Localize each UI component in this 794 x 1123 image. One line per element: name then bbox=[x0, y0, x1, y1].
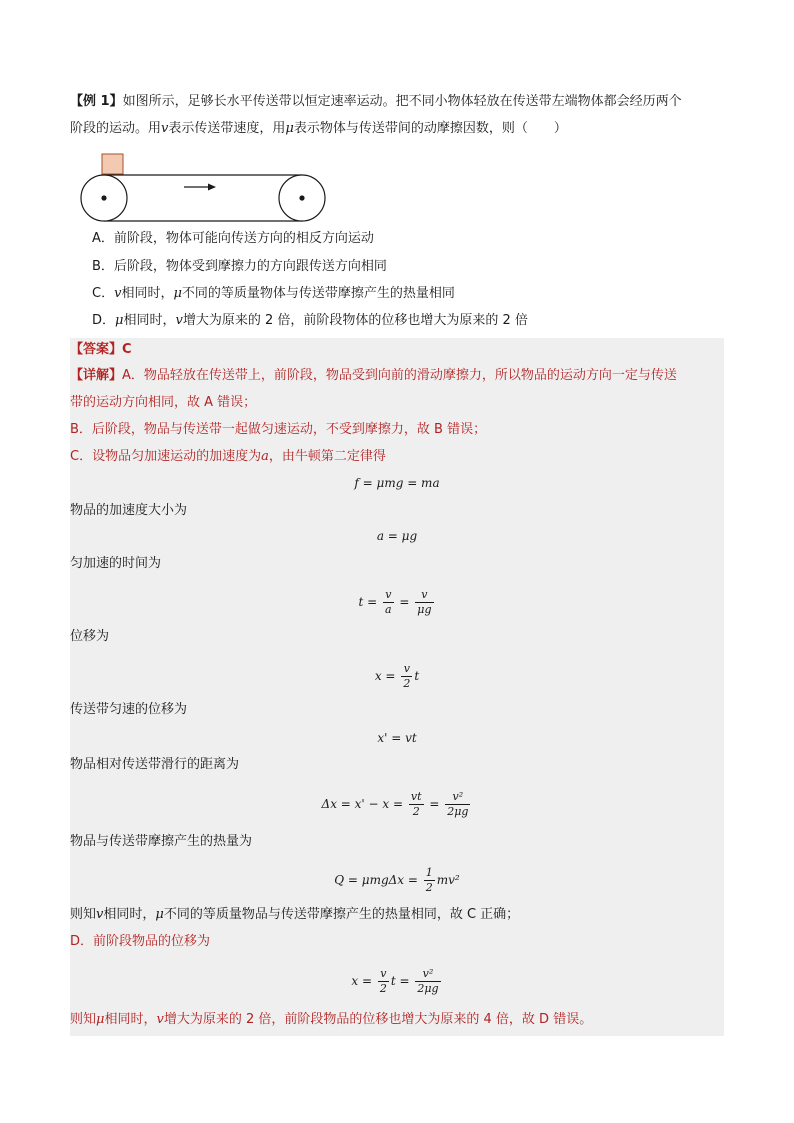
conveyor-belt-diagram bbox=[80, 150, 330, 225]
conclusion-c: 则知v相同时，μ不同的等质量物品与传送带摩擦产生的热量相同，故 C 正确； bbox=[70, 907, 520, 922]
formula-acceleration: a = μg bbox=[376, 529, 418, 543]
detail-d-intro: D．前阶段物品的位移为 bbox=[70, 934, 211, 949]
detail-c-intro: C．设物品匀加速运动的加速度为a，由牛顿第二定律得 bbox=[70, 449, 386, 464]
formula-newton: f = μmg = ma bbox=[354, 476, 440, 490]
question-line-1: 【例 1】如图所示，足够长水平传送带以恒定速率运动。把不同小物体轻放在传送带左端物体都会经历两个 bbox=[70, 94, 682, 109]
text-belt-displacement: 传送带匀速的位移为 bbox=[70, 702, 188, 717]
text-relative-slide: 物品相对传送带滑行的距离为 bbox=[70, 757, 240, 772]
conclusion-d: 则知μ相同时，v增大为原来的 2 倍，前阶段物品的位移也增大为原来的 4 倍，故 D 错误。 bbox=[70, 1012, 593, 1027]
text-acceleration: 物品的加速度大小为 bbox=[70, 503, 188, 518]
formula-time: t = $\frac{v}{a}$ = $\frac{v}{\mu g}$ bbox=[358, 588, 432, 616]
formula-heat: Q = μmgΔx = $\frac{1}{2}$ mv² bbox=[334, 866, 460, 894]
direction-arrow-icon bbox=[208, 184, 216, 191]
left-axle bbox=[101, 195, 106, 200]
text-displacement: 位移为 bbox=[70, 629, 110, 644]
formula-relative-slide: Δx = x' − x = $\frac{vt}{2}$ = $\frac{\text{v²}}{2\mu g}$ bbox=[321, 790, 469, 818]
right-axle bbox=[299, 195, 304, 200]
text-heat: 物品与传送带摩擦产生的热量为 bbox=[70, 834, 253, 849]
answer-label: 【答案】C bbox=[70, 342, 132, 357]
formula-belt-displacement: x' = vt bbox=[377, 731, 417, 745]
text-time: 匀加速的时间为 bbox=[70, 556, 162, 571]
option-c: C．v相同时，μ不同的等质量物体与传送带摩擦产生的热量相同 bbox=[92, 286, 455, 301]
detail-label: 【详解】 bbox=[70, 368, 123, 383]
formula-front-displacement: x = $\frac{v}{2}$ t = $\frac{\text{v²}}{2\mu g}$ bbox=[351, 967, 439, 995]
detail-a-line-1: 【详解】A．物品轻放在传送带上，前阶段，物品受到向前的滑动摩擦力，所以物品的运动方向一定与传送 bbox=[70, 368, 677, 383]
detail-b: B．后阶段，物品与传送带一起做匀速运动，不受到摩擦力，故 B 错误； bbox=[70, 422, 487, 437]
formula-displacement: x = $\frac{v}{2}$ t bbox=[374, 662, 420, 690]
question-line-2: 阶段的运动。用v表示传送带速度，用μ表示物体与传送带间的动摩擦因数，则（ ） bbox=[70, 121, 567, 136]
option-d: D．μ相同时，v增大为原来的 2 倍，前阶段物体的位移也增大为原来的 2 倍 bbox=[92, 313, 528, 328]
detail-a-line-2: 带的运动方向相同，故 A 错误； bbox=[70, 395, 257, 410]
option-a: A．前阶段，物体可能向传送方向的相反方向运动 bbox=[92, 231, 374, 246]
option-b: B．后阶段，物体受到摩擦力的方向跟传送方向相同 bbox=[92, 259, 387, 274]
example-tag: 【例 1】 bbox=[70, 94, 123, 109]
object-block bbox=[102, 154, 123, 174]
